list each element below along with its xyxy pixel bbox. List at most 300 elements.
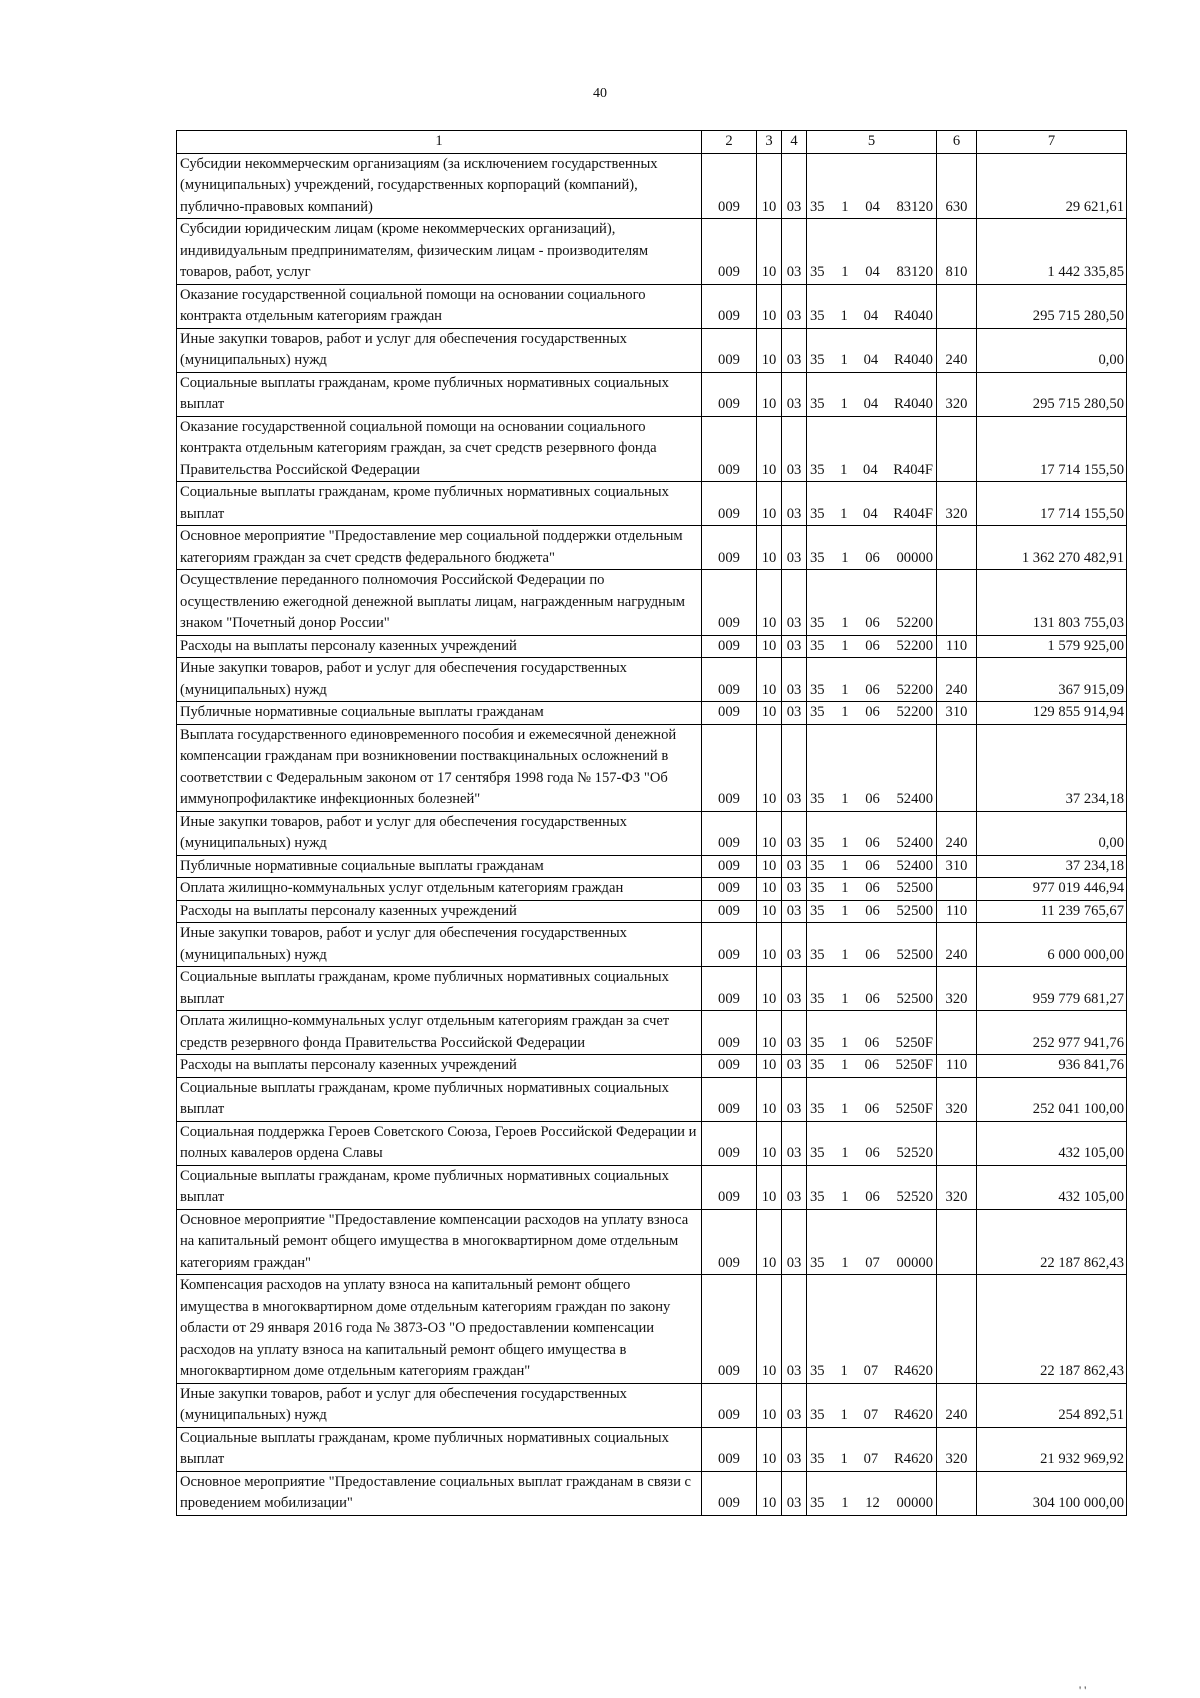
expense-name: Расходы на выплаты персоналу казенных учреждений	[177, 900, 702, 923]
target-article-code	[807, 482, 937, 526]
target-article-code	[807, 1055, 937, 1078]
csr-direction: 52500	[896, 990, 933, 1007]
expense-type-code	[937, 1011, 977, 1055]
csr-subprogram: 1	[840, 1363, 848, 1379]
amount: 1 442 335,85	[977, 219, 1127, 285]
table-row	[177, 878, 1127, 901]
ministry-code: 009	[702, 658, 757, 702]
target-article-code	[807, 1077, 937, 1121]
target-article-code	[807, 1471, 937, 1515]
page-number: 40	[593, 86, 607, 101]
table-row	[177, 1209, 1127, 1275]
expense-type-code	[937, 526, 977, 570]
section-code: 10	[757, 284, 782, 328]
csr-program: 35	[810, 198, 825, 215]
table-body	[177, 153, 1127, 1515]
section-code: 10	[757, 372, 782, 416]
amount: 295 715 280,50	[977, 372, 1127, 416]
csr-program: 35	[810, 1034, 825, 1051]
expense-name: Осуществление переданного полномочия Российской Федерации по осуществлению ежегодной денежной выплаты лицам, награжденным нагрудным знаком "Почетный донор России"	[177, 570, 702, 636]
section-code: 10	[757, 967, 782, 1011]
table-row	[177, 1275, 1127, 1384]
csr-direction: 83120	[896, 198, 933, 215]
csr-event: 06	[865, 791, 880, 807]
expense-type-code: 320	[937, 1427, 977, 1471]
table-row	[177, 967, 1127, 1011]
section-code: 10	[757, 1165, 782, 1209]
csr-program: 35	[810, 946, 825, 963]
csr-direction: R4620	[894, 1451, 933, 1467]
expense-name: Субсидии юридическим лицам (кроме некоммерческих организаций), индивидуальным предпринимателям, физическим лицам - производителям товаров, работ, услуг	[177, 219, 702, 285]
csr-program: 35	[810, 461, 825, 478]
ministry-code: 009	[702, 284, 757, 328]
csr-event: 06	[865, 704, 880, 720]
table-row	[177, 1121, 1127, 1165]
expense-name: Оплата жилищно-коммунальных услуг отдельным категориям граждан	[177, 878, 702, 901]
csr-program: 35	[810, 505, 825, 522]
ministry-code: 009	[702, 724, 757, 811]
csr-program: 35	[810, 549, 825, 566]
csr-direction: 00000	[896, 1495, 933, 1511]
subsection-code: 03	[782, 1011, 807, 1055]
target-article-code	[807, 153, 937, 219]
expense-type-code: 320	[937, 1077, 977, 1121]
subsection-code: 03	[782, 1121, 807, 1165]
section-code: 10	[757, 923, 782, 967]
subsection-code: 03	[782, 1275, 807, 1384]
subsection-code: 03	[782, 811, 807, 855]
table-row	[177, 153, 1127, 219]
expense-name: Социальные выплаты гражданам, кроме публичных нормативных социальных выплат	[177, 1077, 702, 1121]
csr-subprogram: 1	[840, 1451, 848, 1467]
subsection-code: 03	[782, 1427, 807, 1471]
amount: 131 803 755,03	[977, 570, 1127, 636]
expense-type-code: 810	[937, 219, 977, 285]
csr-direction: 52400	[896, 857, 933, 874]
csr-subprogram: 1	[841, 835, 849, 851]
section-code: 10	[757, 1121, 782, 1165]
expense-type-code: 310	[937, 855, 977, 878]
csr-event: 07	[863, 1363, 879, 1379]
subsection-code: 03	[782, 153, 807, 219]
csr-program: 35	[810, 1189, 825, 1205]
csr-subprogram: 1	[840, 308, 848, 324]
header-row	[177, 131, 1127, 154]
table-row	[177, 635, 1127, 658]
amount: 6 000 000,00	[977, 923, 1127, 967]
target-article-code	[807, 328, 937, 372]
table-row	[177, 724, 1127, 811]
section-code: 10	[757, 219, 782, 285]
csr-direction: R404F	[893, 461, 933, 478]
expense-type-code: 240	[937, 811, 977, 855]
target-article-parts	[810, 680, 933, 702]
subsection-code: 03	[782, 923, 807, 967]
subsection-code: 03	[782, 635, 807, 658]
expense-name: Основное мероприятие "Предоставление компенсации расходов на уплату взноса на капитальный ремонт общего имущества в многоквартирном доме отдельным категориям граждан"	[177, 1209, 702, 1275]
section-code: 10	[757, 878, 782, 901]
csr-event: 06	[864, 1034, 880, 1051]
table-row	[177, 1077, 1127, 1121]
corner-mark: ' '	[1079, 1683, 1087, 1697]
ministry-code: 009	[702, 1383, 757, 1427]
csr-direction: R4620	[894, 1407, 933, 1423]
header-col-5: 5	[807, 131, 937, 154]
ministry-code: 009	[702, 416, 757, 482]
target-article-parts	[810, 901, 933, 923]
csr-direction: 52400	[896, 791, 933, 807]
subsection-code: 03	[782, 219, 807, 285]
ministry-code: 009	[702, 328, 757, 372]
subsection-code: 03	[782, 900, 807, 923]
budget-table	[176, 130, 1127, 1516]
csr-subprogram: 1	[840, 352, 848, 368]
expense-name: Иные закупки товаров, работ и услуг для обеспечения государственных (муниципальных) нужд	[177, 658, 702, 702]
csr-program: 35	[810, 615, 825, 631]
target-article-parts	[810, 1143, 933, 1165]
amount: 252 041 100,00	[977, 1077, 1127, 1121]
target-article-parts	[810, 702, 933, 724]
csr-subprogram: 1	[841, 791, 849, 807]
amount: 1 362 270 482,91	[977, 526, 1127, 570]
target-article-code	[807, 658, 937, 702]
expense-name: Основное мероприятие "Предоставление социальных выплат гражданам в связи с проведением мобилизации"	[177, 1471, 702, 1515]
section-code: 10	[757, 526, 782, 570]
table-row	[177, 1055, 1127, 1078]
expense-name: Иные закупки товаров, работ и услуг для обеспечения государственных (муниципальных) нужд	[177, 1383, 702, 1427]
csr-event: 06	[865, 946, 880, 963]
csr-event: 06	[865, 835, 880, 851]
csr-event: 07	[863, 1451, 879, 1467]
table-row	[177, 570, 1127, 636]
csr-direction: R4040	[894, 308, 933, 324]
amount: 367 915,09	[977, 658, 1127, 702]
target-article-parts	[810, 460, 933, 482]
expense-type-code	[937, 1121, 977, 1165]
table-row	[177, 900, 1127, 923]
ministry-code: 009	[702, 1471, 757, 1515]
target-article-parts	[810, 394, 933, 416]
table-row	[177, 1471, 1127, 1515]
section-code: 10	[757, 570, 782, 636]
csr-event: 06	[865, 1189, 880, 1205]
ministry-code: 009	[702, 482, 757, 526]
ministry-code: 009	[702, 153, 757, 219]
target-article-parts	[810, 504, 933, 526]
expense-type-code	[937, 1209, 977, 1275]
csr-program: 35	[810, 681, 825, 698]
section-code: 10	[757, 1055, 782, 1078]
expense-name: Иные закупки товаров, работ и услуг для обеспечения государственных (муниципальных) нужд	[177, 923, 702, 967]
csr-subprogram: 1	[840, 461, 848, 478]
table-row	[177, 1165, 1127, 1209]
csr-subprogram: 1	[841, 1145, 849, 1161]
csr-subprogram: 1	[841, 1495, 849, 1511]
expense-type-code	[937, 284, 977, 328]
target-article-parts	[810, 197, 933, 219]
csr-direction: 52500	[896, 946, 933, 963]
expense-name: Основное мероприятие "Предоставление мер социальной поддержки отдельным категориям граждан за счет средств федерального бюджета"	[177, 526, 702, 570]
csr-program: 35	[810, 704, 825, 720]
target-article-code	[807, 967, 937, 1011]
ministry-code: 009	[702, 900, 757, 923]
amount: 977 019 446,94	[977, 878, 1127, 901]
subsection-code: 03	[782, 1165, 807, 1209]
section-code: 10	[757, 1077, 782, 1121]
csr-direction: 52520	[896, 1189, 933, 1205]
csr-event: 06	[865, 549, 880, 566]
csr-event: 06	[865, 990, 880, 1007]
amount: 0,00	[977, 811, 1127, 855]
csr-event: 07	[865, 1254, 880, 1271]
csr-event: 12	[865, 1495, 880, 1511]
amount: 29 621,61	[977, 153, 1127, 219]
expense-name: Иные закупки товаров, работ и услуг для обеспечения государственных (муниципальных) нужд	[177, 328, 702, 372]
table-row	[177, 219, 1127, 285]
amount: 295 715 280,50	[977, 284, 1127, 328]
table-row	[177, 811, 1127, 855]
amount: 17 714 155,50	[977, 482, 1127, 526]
expense-type-code: 240	[937, 328, 977, 372]
ministry-code: 009	[702, 1165, 757, 1209]
csr-subprogram: 1	[840, 1057, 849, 1073]
expense-type-code: 110	[937, 635, 977, 658]
header-col-2: 2	[702, 131, 757, 154]
csr-program: 35	[810, 1101, 825, 1117]
csr-event: 06	[865, 880, 880, 896]
expense-name: Оказание государственной социальной помощи на основании социального контракта отдельным категориям граждан, за счет средств резервного фонда Правительства Российской Федерации	[177, 416, 702, 482]
csr-direction: R4040	[894, 352, 933, 368]
subsection-code: 03	[782, 702, 807, 725]
subsection-code: 03	[782, 1209, 807, 1275]
target-article-parts	[810, 1449, 933, 1471]
csr-subprogram: 1	[840, 1407, 848, 1423]
target-article-code	[807, 702, 937, 725]
target-article-parts	[810, 636, 933, 658]
expense-name: Иные закупки товаров, работ и услуг для обеспечения государственных (муниципальных) нужд	[177, 811, 702, 855]
subsection-code: 03	[782, 372, 807, 416]
amount: 129 855 914,94	[977, 702, 1127, 725]
target-article-parts	[810, 548, 933, 570]
target-article-parts	[810, 789, 933, 811]
expense-type-code	[937, 416, 977, 482]
ministry-code: 009	[702, 1011, 757, 1055]
expense-type-code: 320	[937, 482, 977, 526]
target-article-parts	[810, 613, 933, 635]
ministry-code: 009	[702, 570, 757, 636]
target-article-parts	[810, 262, 933, 284]
target-article-parts	[810, 945, 933, 967]
target-article-parts	[810, 833, 933, 855]
csr-event: 04	[863, 396, 879, 412]
section-code: 10	[757, 1275, 782, 1384]
table-row	[177, 855, 1127, 878]
expense-name: Социальная поддержка Героев Советского Союза, Героев Российской Федерации и полных кавалеров ордена Славы	[177, 1121, 702, 1165]
subsection-code: 03	[782, 878, 807, 901]
section-code: 10	[757, 635, 782, 658]
target-article-parts	[810, 1033, 933, 1055]
table-row	[177, 372, 1127, 416]
csr-direction: R4040	[894, 396, 933, 412]
csr-direction: 00000	[896, 549, 933, 566]
subsection-code: 03	[782, 416, 807, 482]
csr-program: 35	[810, 352, 825, 368]
csr-direction: 5250F	[895, 1034, 933, 1051]
ministry-code: 009	[702, 1077, 757, 1121]
expense-name: Социальные выплаты гражданам, кроме публичных нормативных социальных выплат	[177, 372, 702, 416]
csr-direction: R404F	[893, 505, 933, 522]
amount: 432 105,00	[977, 1165, 1127, 1209]
section-code: 10	[757, 855, 782, 878]
amount: 254 892,51	[977, 1383, 1127, 1427]
expense-name: Публичные нормативные социальные выплаты гражданам	[177, 855, 702, 878]
amount: 959 779 681,27	[977, 967, 1127, 1011]
ministry-code: 009	[702, 219, 757, 285]
csr-program: 35	[810, 637, 825, 654]
section-code: 10	[757, 1209, 782, 1275]
csr-subprogram: 1	[841, 880, 849, 896]
ministry-code: 009	[702, 702, 757, 725]
expense-name: Оказание государственной социальной помощи на основании социального контракта отдельным категориям граждан	[177, 284, 702, 328]
section-code: 10	[757, 1471, 782, 1515]
csr-program: 35	[810, 791, 825, 807]
subsection-code: 03	[782, 284, 807, 328]
target-article-code	[807, 1121, 937, 1165]
expense-type-code	[937, 1471, 977, 1515]
section-code: 10	[757, 328, 782, 372]
subsection-code: 03	[782, 855, 807, 878]
target-article-code	[807, 855, 937, 878]
ministry-code: 009	[702, 1209, 757, 1275]
ministry-code: 009	[702, 1275, 757, 1384]
target-article-code	[807, 878, 937, 901]
csr-program: 35	[810, 835, 825, 851]
table-row	[177, 328, 1127, 372]
csr-subprogram: 1	[841, 704, 849, 720]
csr-event: 04	[865, 198, 880, 215]
subsection-code: 03	[782, 526, 807, 570]
header-col-1: 1	[177, 131, 702, 154]
csr-direction: 83120	[896, 264, 933, 280]
csr-direction: 52520	[896, 1145, 933, 1161]
ministry-code: 009	[702, 1121, 757, 1165]
target-article-parts	[810, 306, 933, 328]
expense-name: Социальные выплаты гражданам, кроме публичных нормативных социальных выплат	[177, 967, 702, 1011]
csr-program: 35	[810, 308, 825, 324]
csr-event: 04	[863, 505, 878, 522]
subsection-code: 03	[782, 967, 807, 1011]
csr-event: 06	[864, 1101, 880, 1117]
csr-subprogram: 1	[841, 264, 849, 280]
csr-event: 04	[865, 264, 880, 280]
amount: 11 239 765,67	[977, 900, 1127, 923]
table-row	[177, 702, 1127, 725]
csr-direction: 52500	[896, 902, 933, 919]
csr-program: 35	[810, 1363, 825, 1379]
amount: 252 977 941,76	[977, 1011, 1127, 1055]
target-article-code	[807, 372, 937, 416]
ministry-code: 009	[702, 1427, 757, 1471]
target-article-code	[807, 1427, 937, 1471]
subsection-code: 03	[782, 1383, 807, 1427]
amount: 37 234,18	[977, 855, 1127, 878]
subsection-code: 03	[782, 724, 807, 811]
csr-program: 35	[810, 1451, 825, 1467]
csr-direction: 52500	[896, 880, 933, 896]
csr-subprogram: 1	[840, 1101, 849, 1117]
csr-subprogram: 1	[840, 396, 848, 412]
expense-name: Расходы на выплаты персоналу казенных учреждений	[177, 1055, 702, 1078]
csr-subprogram: 1	[840, 1034, 849, 1051]
amount: 0,00	[977, 328, 1127, 372]
ministry-code: 009	[702, 967, 757, 1011]
section-code: 10	[757, 1383, 782, 1427]
table-row	[177, 284, 1127, 328]
csr-direction: 52200	[896, 637, 933, 654]
table-row	[177, 526, 1127, 570]
csr-subprogram: 1	[841, 990, 849, 1007]
amount: 936 841,76	[977, 1055, 1127, 1078]
expense-type-code	[937, 570, 977, 636]
table-row	[177, 658, 1127, 702]
subsection-code: 03	[782, 1471, 807, 1515]
csr-subprogram: 1	[841, 857, 849, 874]
table-row	[177, 1383, 1127, 1427]
target-article-parts	[810, 878, 933, 900]
section-code: 10	[757, 811, 782, 855]
csr-program: 35	[810, 1495, 825, 1511]
expense-name: Оплата жилищно-коммунальных услуг отдельным категориям граждан за счет средств резервного фонда Правительства Российской Федерации	[177, 1011, 702, 1055]
header-col-7: 7	[977, 131, 1127, 154]
csr-program: 35	[810, 396, 825, 412]
csr-event: 06	[865, 681, 880, 698]
csr-direction: 52400	[896, 835, 933, 851]
table-row	[177, 1427, 1127, 1471]
csr-direction: 5250F	[895, 1101, 933, 1117]
target-article-code	[807, 1275, 937, 1384]
expense-name: Субсидии некоммерческим организациям (за исключением государственных (муниципальных) учреждений, государственных корпораций (компаний), публично-правовых компаний)	[177, 153, 702, 219]
csr-subprogram: 1	[841, 1189, 849, 1205]
csr-event: 07	[863, 1407, 879, 1423]
subsection-code: 03	[782, 328, 807, 372]
csr-subprogram: 1	[841, 615, 849, 631]
ministry-code: 009	[702, 526, 757, 570]
expense-name: Расходы на выплаты персоналу казенных учреждений	[177, 635, 702, 658]
ministry-code: 009	[702, 878, 757, 901]
expense-type-code: 310	[937, 702, 977, 725]
csr-program: 35	[810, 857, 825, 874]
table-row	[177, 1011, 1127, 1055]
section-code: 10	[757, 702, 782, 725]
expense-name: Компенсация расходов на уплату взноса на капитальный ремонт общего имущества в многоквартирном доме отдельным категориям граждан по закону области от 29 января 2016 года № 3873-ОЗ "О предоставлении компенсации расходов на уплату взноса на капитальный ремонт общего имущества в многоквартирном доме отдельным категориям граждан"	[177, 1275, 702, 1384]
ministry-code: 009	[702, 923, 757, 967]
target-article-parts	[810, 1253, 933, 1275]
target-article-code	[807, 416, 937, 482]
csr-subprogram: 1	[841, 946, 849, 963]
expense-type-code	[937, 724, 977, 811]
subsection-code: 03	[782, 1055, 807, 1078]
target-article-parts	[810, 1055, 933, 1077]
target-article-code	[807, 1383, 937, 1427]
target-article-parts	[810, 856, 933, 878]
csr-program: 35	[810, 1145, 825, 1161]
expense-type-code: 320	[937, 967, 977, 1011]
target-article-code	[807, 570, 937, 636]
amount: 304 100 000,00	[977, 1471, 1127, 1515]
csr-program: 35	[810, 990, 825, 1007]
ministry-code: 009	[702, 372, 757, 416]
section-code: 10	[757, 482, 782, 526]
